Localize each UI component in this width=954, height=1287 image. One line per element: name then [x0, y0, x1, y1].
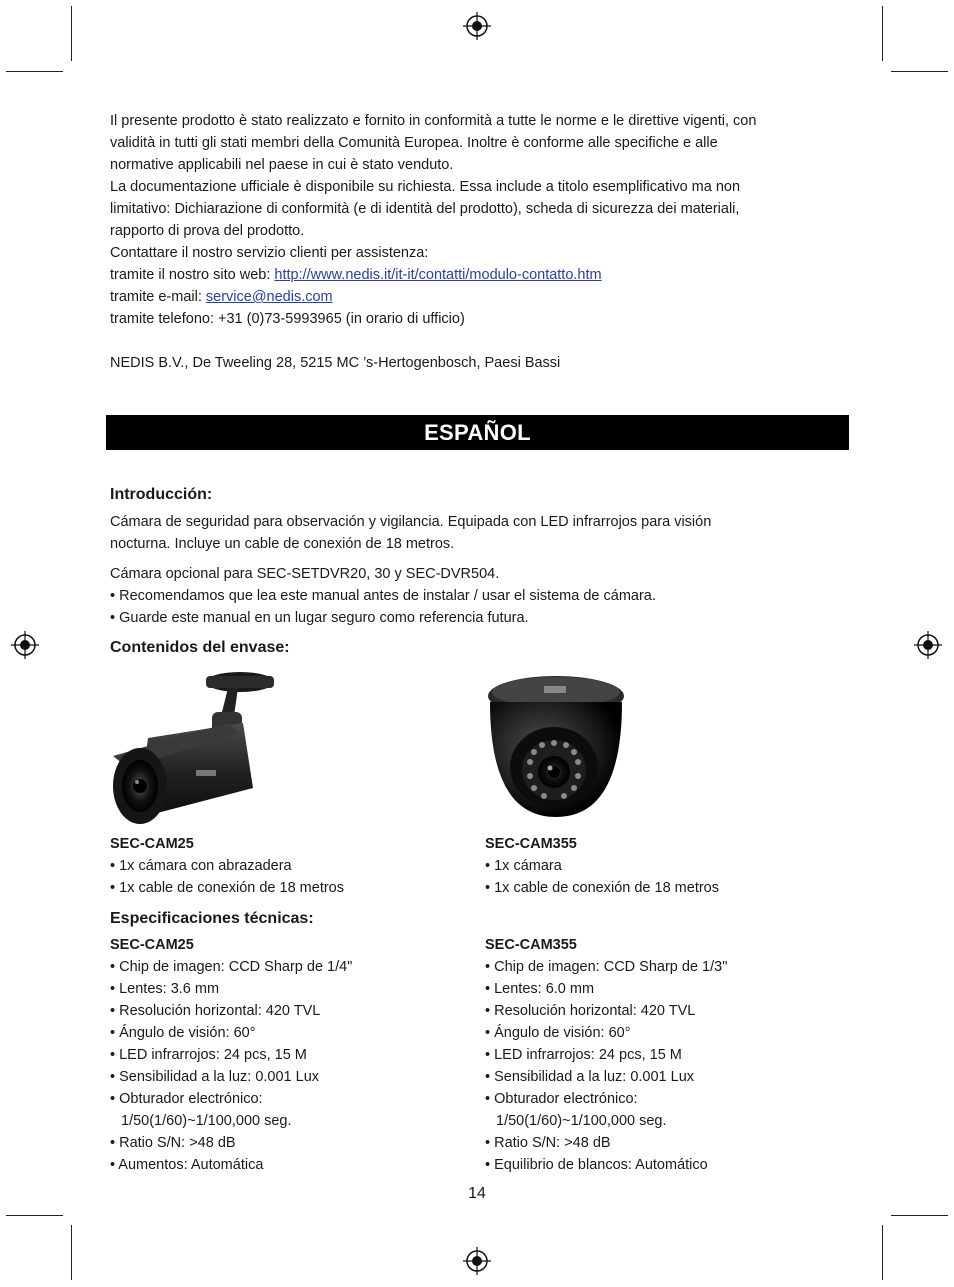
- dome-camera-photo: [484, 672, 628, 822]
- italian-paragraph-line: rapporto di prova del prodotto.: [110, 223, 305, 239]
- spec-item: • Ratio S/N: >48 dB: [485, 1135, 611, 1151]
- intro-line: nocturna. Incluye un cable de conexión de 18 metros.: [110, 536, 455, 552]
- italian-paragraph-line: normative applicabili nel paese in cui è stato venduto.: [110, 157, 454, 173]
- intro-heading: Introducción:: [110, 486, 213, 503]
- email-prefix: tramite e-mail:: [110, 289, 206, 305]
- spec-item: • Resolución horizontal: 420 TVL: [485, 1003, 696, 1019]
- specs-model-left: SEC-CAM25: [110, 937, 194, 953]
- crop-mark: [6, 1215, 63, 1216]
- contents-item: • 1x cámara: [485, 858, 562, 874]
- italian-paragraph-line: La documentazione ufficiale è disponibile su richiesta. Essa include a titolo esemplificativo ma non: [110, 179, 741, 195]
- web-contact: [110, 264, 850, 286]
- email-contact: [110, 286, 850, 308]
- company-address: NEDIS B.V., De Tweeling 28, 5215 MC ’s-Hertogenbosch, Paesi Bassi: [110, 355, 561, 371]
- specs-model-right: SEC-CAM355: [485, 937, 577, 953]
- crop-mark: [71, 1225, 72, 1280]
- spec-item: • Ratio S/N: >48 dB: [110, 1135, 236, 1151]
- italian-paragraph-line: Il presente prodotto è stato realizzato e fornito in conformità a tutte le norme e le direttive vigenti, con: [110, 113, 757, 129]
- contents-item: • 1x cámara con abrazadera: [110, 858, 292, 874]
- spec-item: • Obturador electrónico:: [485, 1091, 638, 1107]
- crop-mark: [6, 71, 63, 72]
- contents-heading: Contenidos del envase:: [110, 639, 290, 656]
- specs-right: [485, 934, 727, 1176]
- spec-item: • Ángulo de visión: 60°: [110, 1025, 256, 1041]
- spec-item-continuation: 1/50(1/60)~1/100,000 seg.: [496, 1113, 667, 1129]
- spec-item: • Chip de imagen: CCD Sharp de 1/3": [485, 959, 728, 975]
- specs-left: [110, 934, 352, 1176]
- italian-paragraph-line: validità in tutti gli stati membri della Comunità Europea. Inoltre è conforme alle specifiche e alle: [110, 135, 718, 151]
- email-link[interactable]: service@nedis.com: [205, 289, 333, 305]
- contents-item: • 1x cable de conexión de 18 metros: [485, 880, 719, 896]
- spec-item: • Lentes: 6.0 mm: [485, 981, 595, 997]
- specs-heading: Especificaciones técnicas:: [110, 910, 314, 927]
- spec-item: • Ángulo de visión: 60°: [485, 1025, 631, 1041]
- spec-item: • Resolución horizontal: 420 TVL: [110, 1003, 321, 1019]
- web-link[interactable]: http://www.nedis.it/it-it/contatti/modulo-contatto.htm: [274, 267, 602, 283]
- crop-mark: [882, 1225, 883, 1280]
- intro-optional: Cámara opcional para SEC-SETDVR20, 30 y SEC-DVR504.: [110, 566, 500, 582]
- bullet-camera-photo: [108, 668, 278, 831]
- crop-mark: [71, 6, 72, 61]
- registration-mark-icon: [462, 1246, 492, 1276]
- contents-model-right: SEC-CAM355: [485, 836, 577, 852]
- spec-item: • Lentes: 3.6 mm: [110, 981, 220, 997]
- page-number: 14: [468, 1185, 486, 1202]
- crop-mark: [891, 1215, 948, 1216]
- intro-text: [110, 511, 711, 629]
- contents-item: • 1x cable de conexión de 18 metros: [110, 880, 344, 896]
- italian-section: [110, 110, 850, 374]
- spec-item: • Sensibilidad a la luz: 0.001 Lux: [485, 1069, 695, 1085]
- contact-intro: Contattare il nostro servizio clienti per assistenza:: [110, 245, 429, 261]
- intro-bullet: • Recomendamos que lea este manual antes de instalar / usar el sistema de cámara.: [110, 588, 656, 604]
- italian-paragraph-line: limitativo: Dichiarazione di conformità (e di identità del prodotto), scheda di sicurezza dei materiali,: [110, 201, 740, 217]
- spec-item: • LED infrarrojos: 24 pcs, 15 M: [485, 1047, 682, 1063]
- spec-item-continuation: 1/50(1/60)~1/100,000 seg.: [121, 1113, 292, 1129]
- spec-item: • Sensibilidad a la luz: 0.001 Lux: [110, 1069, 320, 1085]
- registration-mark-icon: [913, 630, 943, 660]
- language-banner: ESPAÑOL: [106, 415, 849, 450]
- contents-right: [485, 833, 719, 899]
- crop-mark: [891, 71, 948, 72]
- contents-left: [110, 833, 344, 899]
- web-prefix: tramite il nostro sito web:: [110, 267, 275, 283]
- spec-item: • Aumentos: Automática: [110, 1157, 264, 1173]
- crop-mark: [882, 6, 883, 61]
- spec-item: • Chip de imagen: CCD Sharp de 1/4": [110, 959, 353, 975]
- intro-line: Cámara de seguridad para observación y vigilancia. Equipada con LED infrarrojos para visión: [110, 514, 712, 530]
- spec-item: • Equilibrio de blancos: Automático: [485, 1157, 708, 1173]
- phone-contact: tramite telefono: +31 (0)73-5993965 (in orario di ufficio): [110, 311, 465, 327]
- intro-bullet: • Guarde este manual en un lugar seguro como referencia futura.: [110, 610, 529, 626]
- registration-mark-icon: [462, 11, 492, 41]
- spec-item: • LED infrarrojos: 24 pcs, 15 M: [110, 1047, 307, 1063]
- registration-mark-icon: [10, 630, 40, 660]
- spec-item: • Obturador electrónico:: [110, 1091, 263, 1107]
- contents-model-left: SEC-CAM25: [110, 836, 194, 852]
